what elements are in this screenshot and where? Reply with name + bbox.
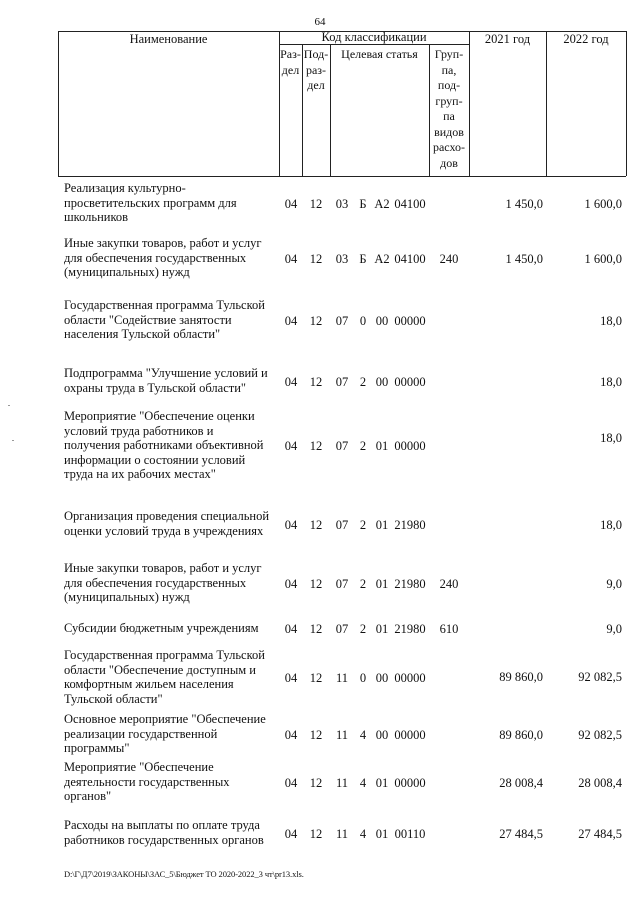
header-subsection-line: дел [307,78,325,92]
row-value-2021: 89 860,0 [499,669,543,684]
row-value-2021: 89 860,0 [499,727,543,742]
header-year-2022: 2022 год [563,32,609,46]
row-razdel: 04 [284,251,298,266]
row-value-2022: 92 082,5 [578,669,622,684]
row-target-program: 03 [335,251,349,266]
row-expense-type: 240 [439,251,459,266]
row-target-subprogram: 4 [359,727,367,742]
row-target-direction: 04100 [394,251,426,266]
row-value-2022: 27 484,5 [578,826,622,841]
row-razdel: 04 [284,517,298,532]
row-target-subprogram: 2 [359,517,367,532]
row-name [64,366,279,395]
row-target-program: 11 [335,826,349,841]
row-target-subprogram: 0 [359,313,367,328]
header-section [279,47,302,78]
row-razdel: 04 [284,622,298,637]
row-name [64,561,279,605]
row-name-line: просветительских программ для [64,195,237,210]
row-podrazdel: 12 [309,826,323,841]
row-target-direction: 21980 [394,622,426,637]
row-name-line: Государственная программа Тульской [64,648,265,662]
row-target-subprogram: Б [359,196,367,211]
row-podrazdel: 12 [309,517,323,532]
row-name-line: школьников [64,210,129,224]
row-target-event: 01 [375,576,389,591]
header-expense-group-line: па [443,109,455,123]
row-name-line: (муниципальных) нужд [64,265,190,279]
header-expense-group-line: груп- [435,93,463,108]
row-target-event: 01 [375,826,389,841]
row-value-2022: 9,0 [606,622,622,637]
header-name: Наименование [129,32,208,46]
row-target-direction: 04100 [394,196,426,211]
row-razdel: 04 [284,671,298,685]
row-target-direction: 00000 [394,439,426,454]
row-name [64,298,279,342]
row-target-event: А2 [374,196,390,211]
row-target-direction: 00000 [394,313,426,328]
row-target-program: 07 [335,622,349,637]
row-target-direction: 00110 [394,826,426,841]
row-target-event: 00 [375,727,389,742]
row-value-2021: 28 008,4 [499,775,543,790]
header-bottom-rule [58,176,626,177]
header-expense-group-line: под- [437,78,461,92]
row-name-line: деятельности государственных [64,774,230,789]
row-expense-type: 610 [439,622,459,637]
header-divider [469,31,470,176]
row-razdel: 04 [284,775,298,790]
row-name-line: Тульской области" [64,691,163,706]
row-value-2022: 9,0 [606,576,622,591]
row-podrazdel: 12 [309,671,323,685]
row-name-line: Подпрограмма "Улучшение условий и [64,366,268,380]
row-value-2022: 92 082,5 [578,727,622,742]
row-target-program: 07 [335,517,349,532]
header-expense-group-line: расхо- [432,140,466,154]
row-value-2022: 18,0 [600,430,622,445]
row-name-line: Реализация культурно- [64,181,186,195]
row-name-line: комфортным жильем населения [64,677,234,691]
header-expense-group [429,47,469,171]
row-target-program: 11 [335,727,349,742]
row-name-line: оценки условий труда в учреждениях [64,523,264,538]
row-target-subprogram: 0 [359,671,367,685]
margin-mark [12,440,14,441]
row-target-direction: 21980 [394,576,426,591]
row-podrazdel: 12 [309,727,323,742]
row-name-line: информации о состоянии условий [64,452,246,467]
row-name-line: области "Содействие занятости [64,312,232,327]
row-target-program: 07 [335,313,349,328]
row-name-line: работников государственных органов [64,832,264,847]
row-target-program: 11 [335,775,349,790]
row-target-subprogram: 2 [359,439,367,454]
row-value-2022: 1 600,0 [584,251,622,266]
row-value-2022: 18,0 [600,374,622,389]
row-name-line: населения Тульской области" [64,327,221,341]
row-target-event: 00 [375,671,389,685]
margin-mark [8,405,10,406]
row-podrazdel: 12 [309,622,323,637]
header-section-line: дел [281,62,300,77]
header-expense-group-line: дов [440,155,458,170]
header-expense-group-line: Груп- [434,47,464,61]
row-target-subprogram: 4 [359,826,367,841]
row-target-event: 01 [375,439,389,454]
row-name-line: Мероприятие "Обеспечение [64,760,214,774]
row-name [64,818,279,847]
row-target-subprogram: 2 [359,374,367,389]
row-name-line: Субсидии бюджетным учреждениям [64,621,259,635]
row-target-subprogram: Б [359,251,367,266]
row-name-line: труда на их рабочих местах" [64,467,216,481]
row-name [64,760,279,804]
row-name [64,648,279,706]
row-value-2021: 1 450,0 [505,196,543,211]
row-target-program: 07 [335,439,349,454]
row-name-line: (муниципальных) нужд [64,590,190,604]
row-name-line: Иные закупки товаров, работ и услуг [64,236,262,250]
row-target-program: 07 [335,576,349,591]
header-divider [546,31,547,176]
row-name-line: программы" [64,741,130,755]
header-expense-group-line: па, [441,62,457,77]
row-target-program: 07 [335,374,349,389]
row-value-2022: 28 008,4 [578,775,622,790]
row-name [64,181,279,225]
row-name [64,409,279,482]
row-target-direction: 00000 [394,671,426,685]
page-number: 64 [314,16,326,28]
header-expense-group-line: видов [434,124,464,139]
row-name-line: охраны труда в Тульской области" [64,380,247,395]
row-name-line: условий труда работников и [64,423,214,438]
row-name-line: реализации государственной [64,726,218,741]
row-name [64,712,279,756]
row-podrazdel: 12 [309,576,323,591]
row-target-event: А2 [374,251,390,266]
row-target-direction: 00000 [394,775,426,790]
row-value-2022: 1 600,0 [584,196,622,211]
row-name [64,509,279,538]
row-target-program: 11 [335,671,349,685]
row-name-line: для обеспечения государственных [64,250,247,265]
header-subsection-line: Под- [303,47,329,61]
row-target-subprogram: 2 [359,622,367,637]
row-name [64,621,279,636]
header-code-group: Код классификации [321,30,427,44]
row-target-event: 01 [375,517,389,532]
row-name-line: Основное мероприятие "Обеспечение [64,712,266,726]
row-target-program: 03 [335,196,349,211]
header-subsection-line: раз- [305,62,327,77]
header-section-line: Раз- [280,47,301,61]
header-target-article: Целевая статья [341,47,418,61]
row-name-line: для обеспечения государственных [64,575,247,590]
row-razdel: 04 [284,727,298,742]
row-target-subprogram: 2 [359,576,367,591]
row-expense-type: 240 [439,576,459,591]
row-target-subprogram: 4 [359,775,367,790]
row-value-2022: 18,0 [600,313,622,328]
row-name-line: получения работниками объективной [64,438,264,452]
row-name-line: Иные закупки товаров, работ и услуг [64,561,262,575]
row-name-line: Организация проведения специальной [64,509,270,523]
row-podrazdel: 12 [309,251,323,266]
row-podrazdel: 12 [309,196,323,211]
row-target-direction: 21980 [394,517,426,532]
row-name-line: области "Обеспечение доступным и [64,662,256,677]
row-razdel: 04 [284,196,298,211]
row-razdel: 04 [284,313,298,328]
header-divider [58,31,59,176]
row-podrazdel: 12 [309,313,323,328]
row-target-event: 00 [375,313,389,328]
header-divider [626,31,627,176]
row-name-line: Расходы на выплаты по оплате труда [64,818,260,832]
row-target-direction: 00000 [394,727,426,742]
row-razdel: 04 [284,439,298,454]
row-podrazdel: 12 [309,374,323,389]
header-divider [330,44,331,176]
row-podrazdel: 12 [309,439,323,454]
file-path-footer: D:\Г\Д7\2019\ЗАКОНЫ\ЗАС_5\Бюджет ТО 2020-2022_3 чт\pr13.xls. [64,869,304,879]
row-podrazdel: 12 [309,775,323,790]
row-value-2021: 27 484,5 [499,826,543,841]
row-value-2021: 1 450,0 [505,251,543,266]
row-razdel: 04 [284,826,298,841]
row-name-line: органов" [64,789,112,803]
row-target-event: 00 [375,374,389,389]
row-razdel: 04 [284,374,298,389]
row-target-event: 01 [375,622,389,637]
row-value-2022: 18,0 [600,517,622,532]
row-target-direction: 00000 [394,374,426,389]
row-razdel: 04 [284,576,298,591]
row-name-line: Государственная программа Тульской [64,298,265,312]
header-year-2021: 2021 год [484,32,531,46]
header-subsection [302,47,330,94]
row-name-line: Мероприятие "Обеспечение оценки [64,409,255,423]
row-target-event: 01 [375,775,389,790]
row-name [64,236,279,280]
